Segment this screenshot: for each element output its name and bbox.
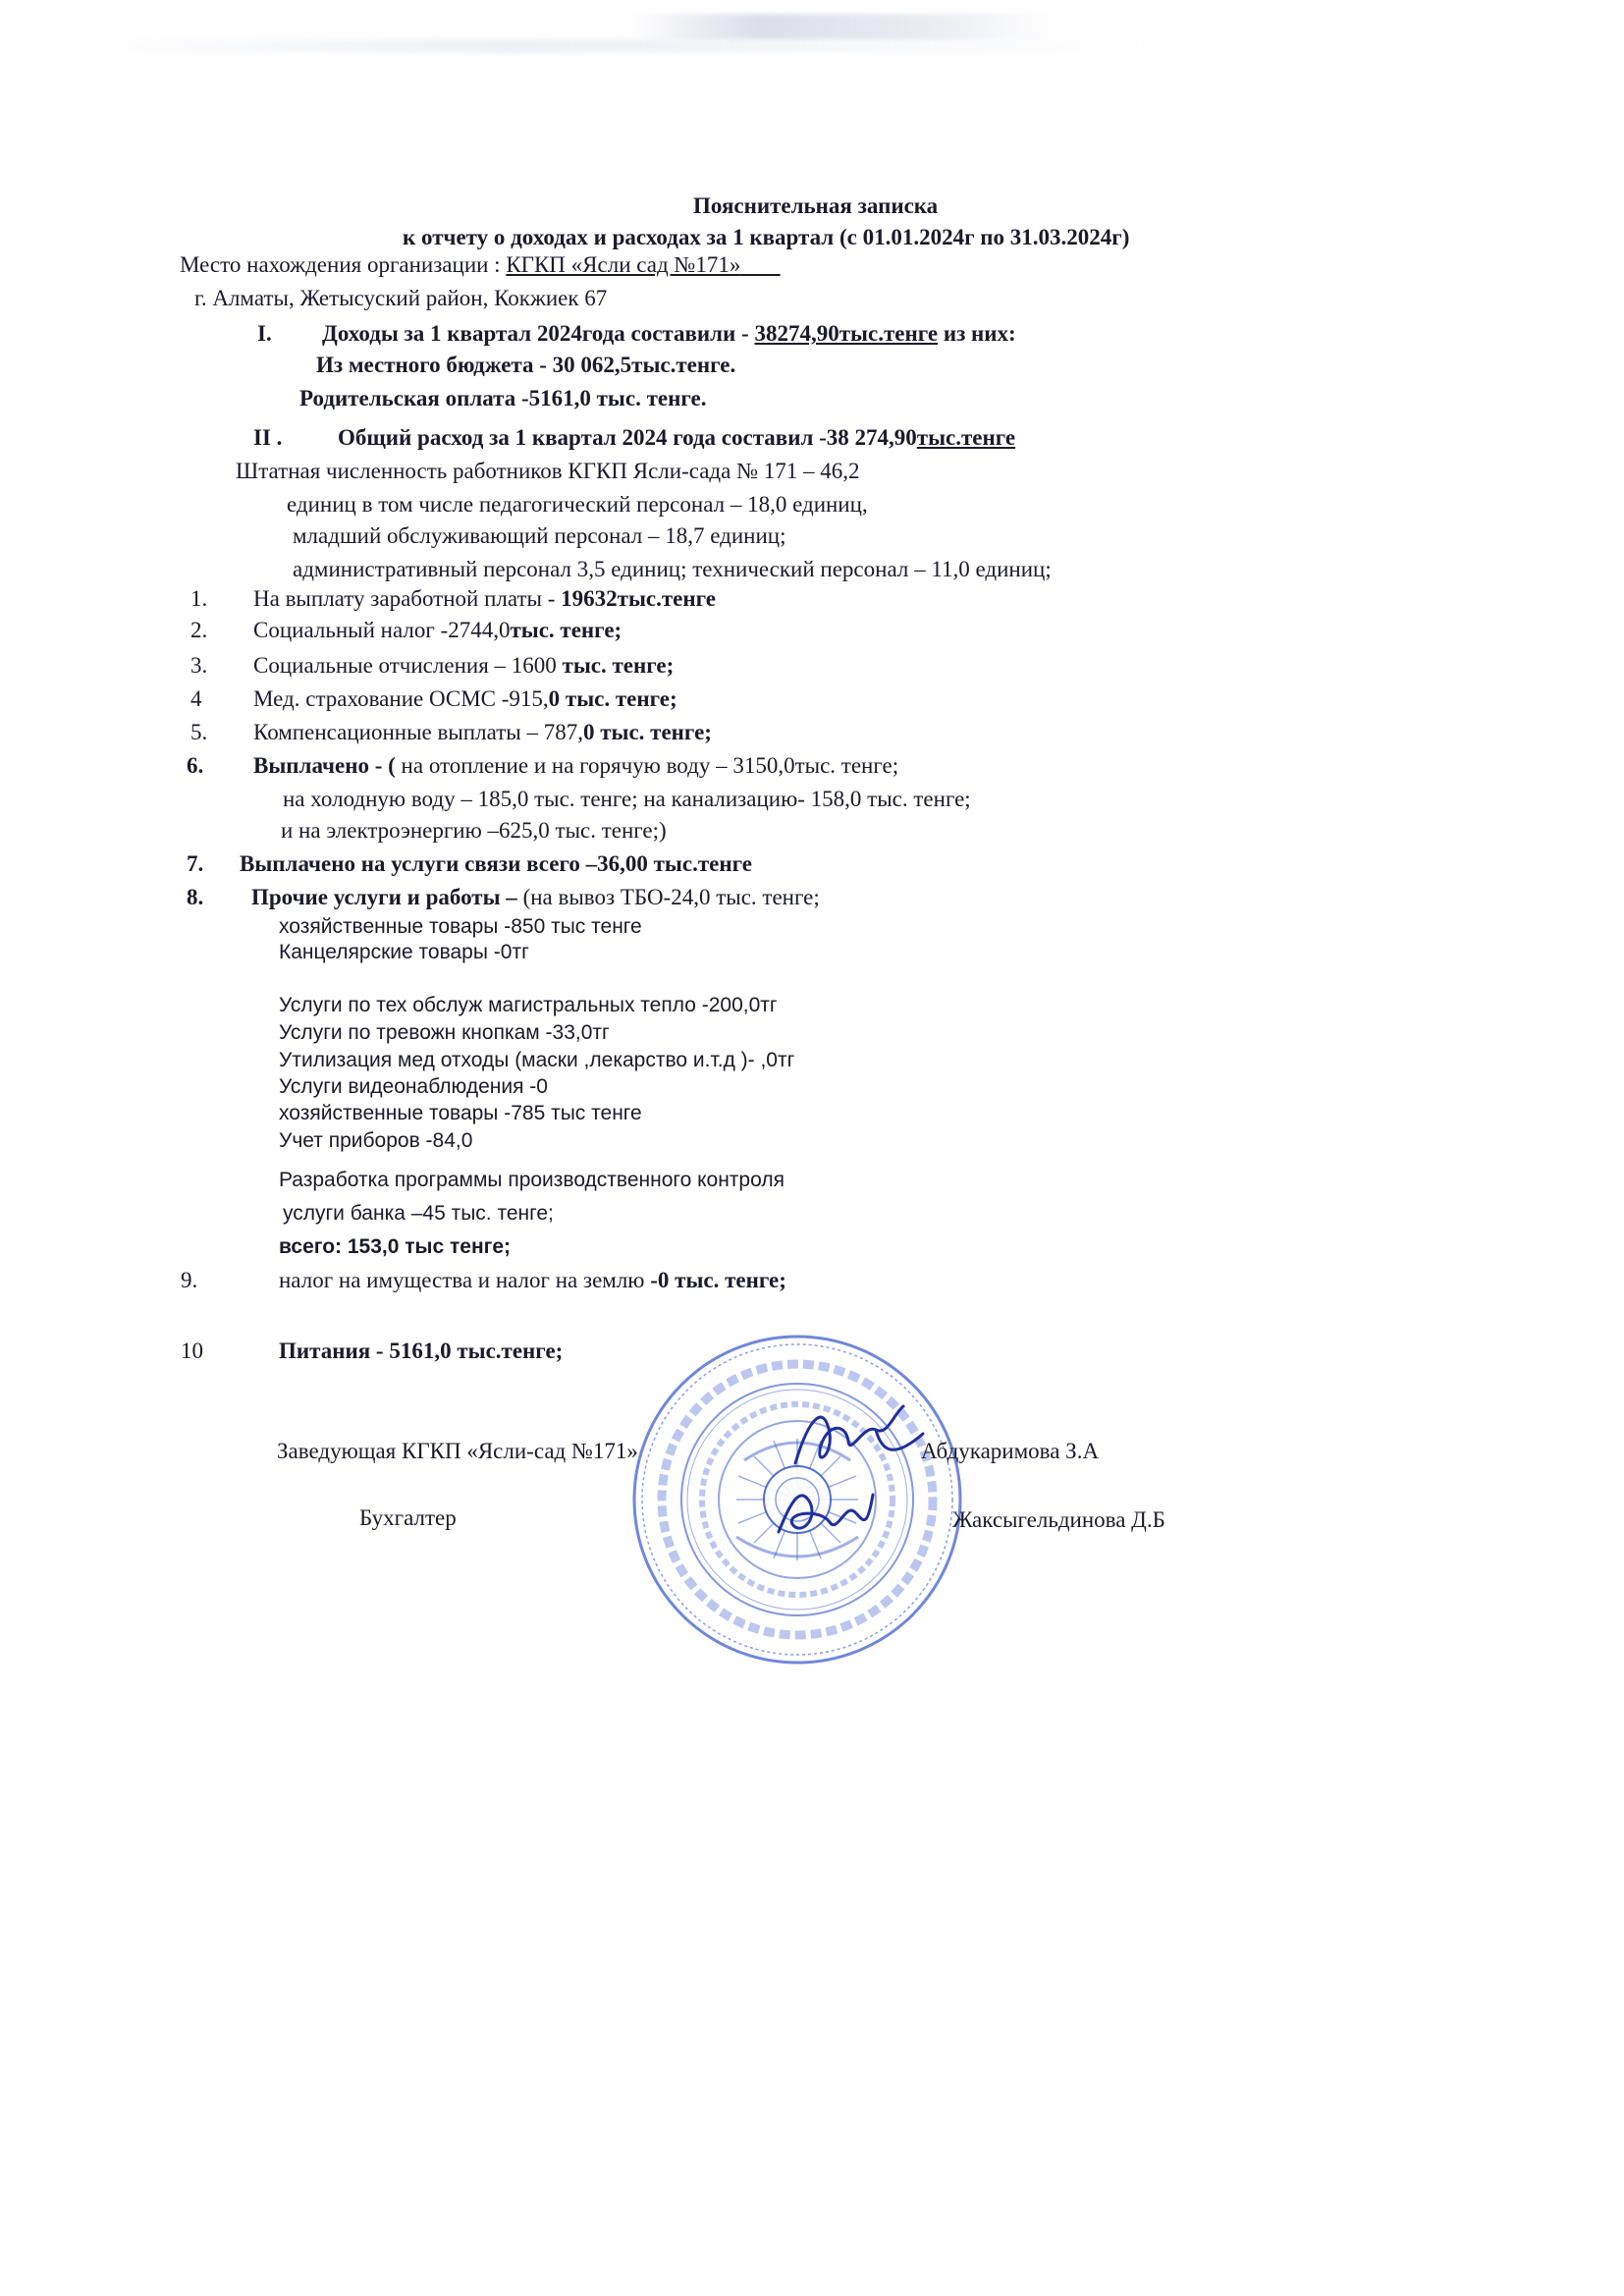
item-salary [253, 585, 716, 613]
expense-unit: тыс.тенге [916, 425, 1016, 450]
sub-item: Учет приборов -84,0 [279, 1129, 473, 1152]
expense-line [338, 424, 1015, 452]
sub-item: Услуги по тех обслуж магистральных тепло -200,0тг [279, 994, 778, 1016]
section-numeral: I. [257, 321, 272, 346]
staff-line: Штатная численность работников КГКП Ясли-сада № 171 – 46,2 [236, 459, 860, 483]
sub-total: всего: 153,0 тыс тенге; [279, 1235, 512, 1258]
item-utilities [253, 752, 898, 780]
accountant-signature-scribble [771, 1473, 879, 1552]
item-other-services [251, 884, 820, 911]
head-signature-scribble [785, 1394, 933, 1483]
expense-text: Общий расход за 1 квартал 2024 года составил -38 274,90 [338, 425, 917, 450]
item-food: Питания - 5161,0 тыс.тенге; [279, 1339, 564, 1363]
item-social-tax [253, 617, 622, 644]
item-text: налог на имущества и налог на землю [279, 1268, 651, 1292]
item-number: 4 [190, 686, 202, 711]
item-value: 0 тыс. тенге; [548, 686, 677, 711]
local-budget-line [316, 352, 735, 379]
sub-item: Утилизация мед отходы (маски ,лекарство и.т.д )- ,0тг [279, 1049, 795, 1071]
item-utilities-line: и на электроэнергию –625,0 тыс. тенге;) [281, 818, 667, 843]
item-text: Компенсационные выплаты – 787, [253, 720, 583, 744]
item-number: 5. [190, 720, 208, 744]
item-value: 19632тыс.тенге [561, 586, 716, 611]
local-budget-label: Из местного бюджета - [316, 353, 553, 377]
staff-line: младший обслуживающий персонал – 18,7 единиц; [293, 523, 786, 548]
sub-item: хозяйственные товары -850 тыс тенге [279, 915, 642, 938]
item-number: 1. [190, 586, 208, 611]
staff-line: административный персонал 3,5 единиц; технический персонал – 11,0 единиц; [293, 557, 1052, 581]
sub-item: Канцелярские товары -0тг [279, 941, 529, 963]
item-number: 7. [187, 851, 204, 876]
staff-line: единиц в том числе педагогический персонал – 18,0 единиц, [287, 492, 868, 517]
item-text: Мед. страхование ОСМС -915, [253, 686, 549, 711]
item-number: 2. [190, 618, 208, 642]
item-communications: Выплачено на услуги связи всего –36,00 тыс.тенге [240, 851, 752, 876]
item-medical-insurance [253, 685, 677, 713]
document-title: Пояснительная записка [693, 193, 939, 218]
item-compensation [253, 719, 712, 746]
address-line: г. Алматы, Жетысуский район, Кокжиек 67 [194, 286, 608, 310]
income-suffix: из них: [938, 321, 1016, 346]
head-name: Абдукаримова З.А [921, 1439, 1100, 1463]
item-number: 10 [181, 1339, 203, 1363]
item-value: -0 тыс. тенге; [650, 1268, 786, 1292]
scan-artifact [79, 39, 1159, 53]
item-number: 8. [187, 885, 204, 909]
sub-item: услуги банка –45 тыс. тенге; [283, 1202, 554, 1225]
item-text: (на вывоз ТБО-24,0 тыс. тенге; [522, 885, 820, 909]
parent-fee-line: Родительская оплата -5161,0 тыс. тенге. [299, 386, 707, 410]
item-value: тыс. тенге; [562, 653, 675, 678]
item-number: 9. [181, 1268, 198, 1292]
item-text: На выплату заработной платы - [253, 586, 562, 611]
section-numeral: II . [253, 425, 283, 450]
local-budget-value: 30 062,5тыс.тенге. [552, 353, 736, 377]
item-number: 6. [187, 753, 204, 778]
income-line [322, 320, 1016, 348]
item-label: Выплачено - ( [253, 753, 402, 778]
accountant-name: Жаксыгельдинова Д.Б [952, 1507, 1165, 1532]
item-property-tax [279, 1267, 786, 1294]
document-subtitle: к отчету о доходах и расходах за 1 квартал (с 01.01.2024г по 31.03.2024г) [403, 225, 1130, 249]
organization-name: КГКП «Ясли сад №171» [506, 252, 741, 277]
location-line [180, 251, 781, 279]
scan-artifact [628, 14, 1060, 39]
item-utilities-line: на холодную воду – 185,0 тыс. тенге; на канализацию- 158,0 тыс. тенге; [283, 787, 971, 811]
item-text: Социальный налог -2744,0 [253, 618, 511, 642]
sub-item: хозяйственные товары -785 тыс тенге [279, 1102, 642, 1124]
item-number: 3. [190, 653, 208, 678]
location-label: Место нахождения организации : [180, 252, 507, 277]
item-value: 0 тыс. тенге; [582, 720, 712, 744]
head-title: Заведующая КГКП «Ясли-сад №171» [277, 1439, 638, 1463]
income-text: Доходы за 1 квартал 2024года составили - [322, 321, 755, 346]
sub-item: Разработка программы производственного контроля [279, 1169, 785, 1191]
accountant-title: Бухгалтер [359, 1505, 457, 1530]
item-text: на отопление и на горячую воду – 3150,0тыс. тенге; [401, 753, 899, 778]
underline-fill [740, 252, 780, 277]
sub-item: Услуги видеонаблюдения -0 [279, 1075, 548, 1098]
sub-item: Услуги по тревожн кнопкам -33,0тг [279, 1021, 610, 1044]
item-text: Социальные отчисления – 1600 [253, 653, 563, 678]
item-social-deductions [253, 652, 674, 680]
item-label: Прочие услуги и работы – [251, 885, 523, 909]
income-amount: 38274,90тыс.тенге [754, 321, 939, 346]
item-value: тыс. тенге; [510, 618, 623, 642]
